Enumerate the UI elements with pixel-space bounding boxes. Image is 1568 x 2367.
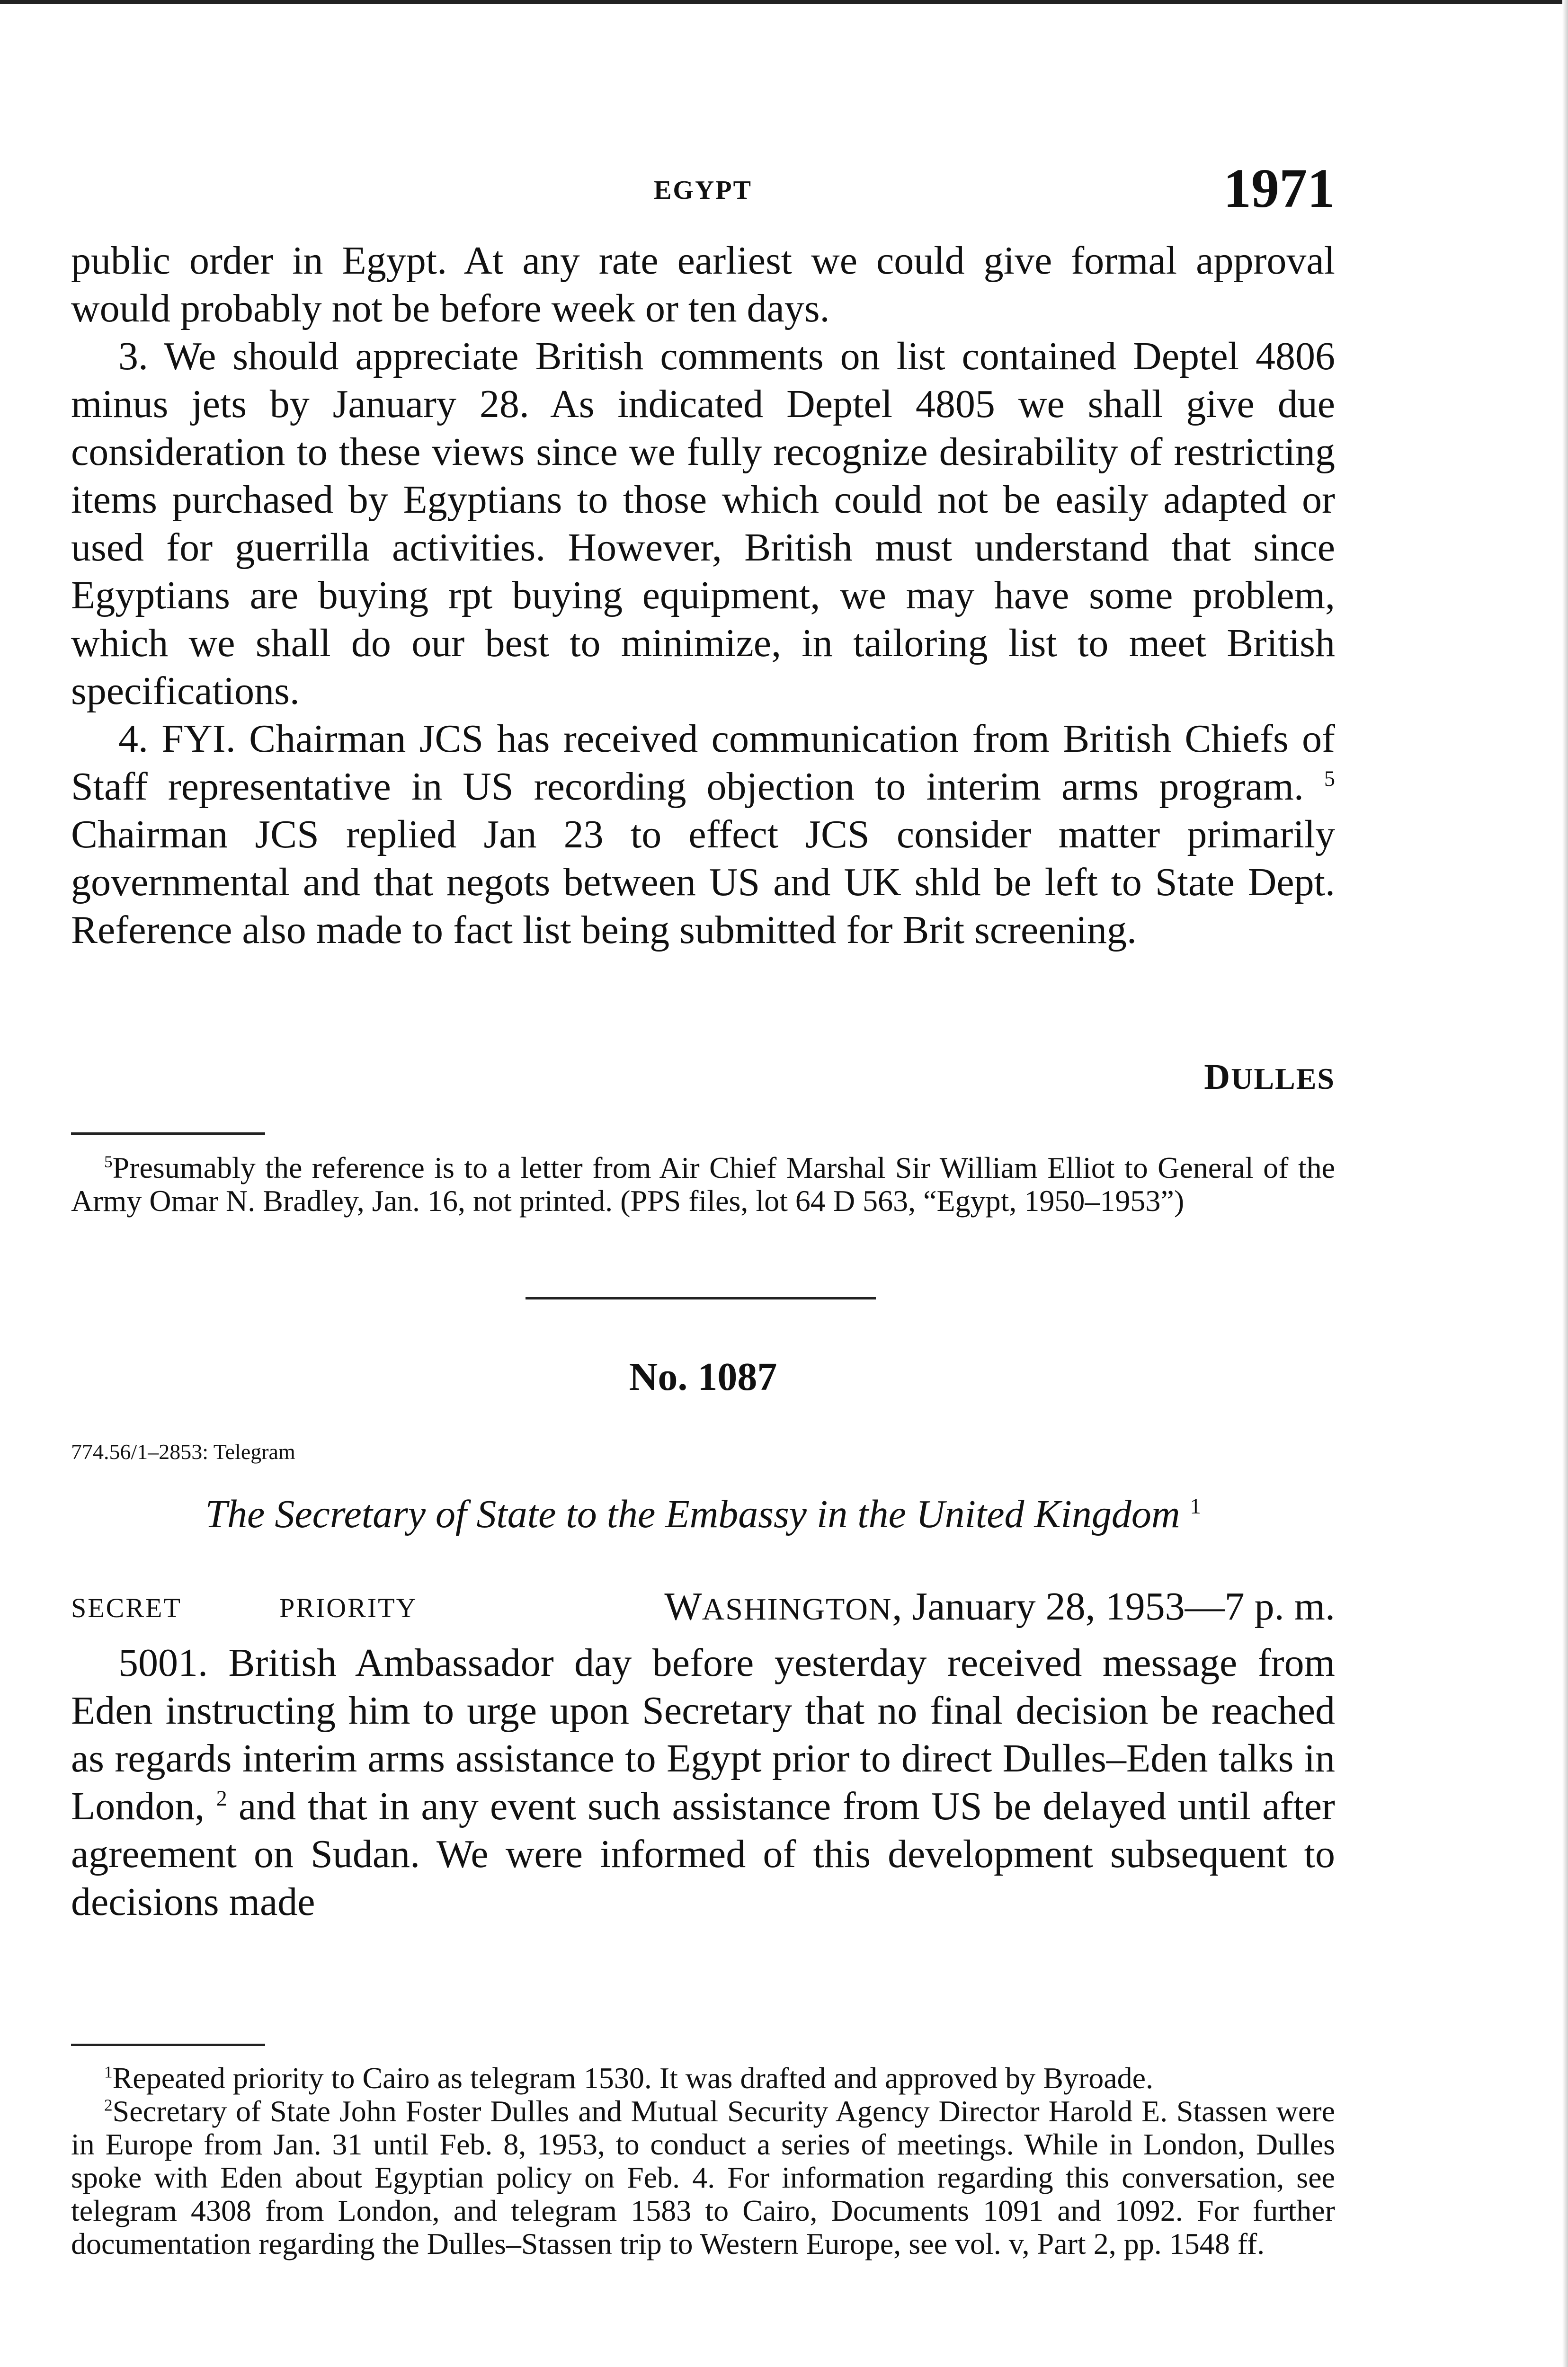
file-reference: 774.56/1–2853: Telegram xyxy=(71,1440,295,1464)
footnotes-section xyxy=(71,2062,1335,2260)
document-title xyxy=(71,1491,1335,1537)
footnote-marker: 2 xyxy=(104,2096,113,2115)
document-number: No. 1087 xyxy=(629,1355,777,1399)
paragraph-5001: 5001. British Ambassador day before yesterday received message from Eden instructing him to urge upon Secretary that no final decision be reached as regards interim arms assistance to Egypt prior to direct Dulles–Eden talks in London, $^2$ and that in any event such assistance from US be delayed until after agreement on Sudan. We were informed of this development subsequent to decisions made xyxy=(71,1641,1336,1924)
signature-dulles: DULLES xyxy=(1204,1057,1335,1097)
telegram-header-line xyxy=(71,1584,1335,1631)
paragraph-4-part-1: 4. FYI. Chairman JCS has received communication from British Chiefs of Staff representative in US recording objection to interim arms program. xyxy=(71,717,1335,809)
classification-label: SECRET xyxy=(71,1593,182,1623)
footnote-rule-2 xyxy=(71,2044,265,2046)
telegram-body xyxy=(71,1639,1335,1926)
footnote-rule xyxy=(71,1132,265,1135)
running-title: EGYPT xyxy=(654,176,752,205)
document-title-text: The Secretary of State to the Embassy in the United Kingdom xyxy=(205,1492,1180,1536)
footnote-2 xyxy=(71,2095,1335,2260)
paragraph-continued: public order in Egypt. At any rate earliest we could give formal approval would probably not be before week or ten days. xyxy=(71,239,1335,330)
footnote-ref-2: 2 xyxy=(216,1786,227,1810)
paragraph-4 xyxy=(71,715,1335,954)
footnote-1 xyxy=(71,2062,1335,2095)
document-separator xyxy=(526,1297,876,1299)
footnote-text: Repeated priority to Cairo as telegram 1530. It was drafted and approved by Byroade. xyxy=(112,2061,1153,2095)
footnote-text: Presumably the reference is to a letter from Air Chief Marshal Sir William Elliot to General of the Army Omar N. Bradley, Jan. 16, not printed. (PPS files, lot 64 D 563, “Egypt, 1950–1953”) xyxy=(71,1151,1335,1218)
footnote-ref-1: 1 xyxy=(1190,1494,1201,1518)
footnote-5 xyxy=(71,1151,1335,1218)
continued-telegram-text xyxy=(71,237,1335,954)
dateline: WASHINGTON, January 28, 1953—7 p. m. xyxy=(664,1584,1335,1628)
top-border xyxy=(0,0,1568,4)
footnote-marker: 1 xyxy=(104,2063,113,2082)
paragraph-3: 3. We should appreciate British comments on list contained Deptel 4806 minus jets by January 28. As indicated Deptel 4805 we shall give due consideration to these views since we fully recognize desirability of restricting items purchased by Egyptians to those which could not be easily adapted or used for guerrilla activities. However, British must understand that since Egyptians are buying rpt buying equipment, we may have some problem, which we shall do our best to minimize, in tailoring list to meet British specifications. xyxy=(71,334,1335,713)
page-edge-shadow xyxy=(1562,0,1568,2367)
footnote-ref-5: 5 xyxy=(1324,766,1335,791)
paragraph-4-part-2: Chairman JCS replied Jan 23 to effect JCS consider matter primarily governmental and that negots between US and UK shld be left to State Dept. Reference also made to fact list being submitted for Brit screening. xyxy=(71,812,1335,952)
priority-label: PRIORITY xyxy=(279,1593,418,1623)
footnote-text: Secretary of State John Foster Dulles and Mutual Security Agency Director Harold E. Stassen were in Europe from Jan. 31 until Feb. 8, 1953, to conduct a series of meetings. While in London, Dulles spoke with Eden about Egyptian policy on Feb. 4. For information regarding this conversation, see telegram 4308 from London, and telegram 1583 to Cairo, Documents 1091 and 1092. For further documentation regarding the Dulles–Stassen trip to Western Europe, see vol. v, Part 2, pp. 1548 ff. xyxy=(71,2094,1335,2260)
page-number: 1971 xyxy=(1223,157,1335,219)
running-head xyxy=(71,156,1335,222)
footnote-marker: 5 xyxy=(104,1152,113,1171)
